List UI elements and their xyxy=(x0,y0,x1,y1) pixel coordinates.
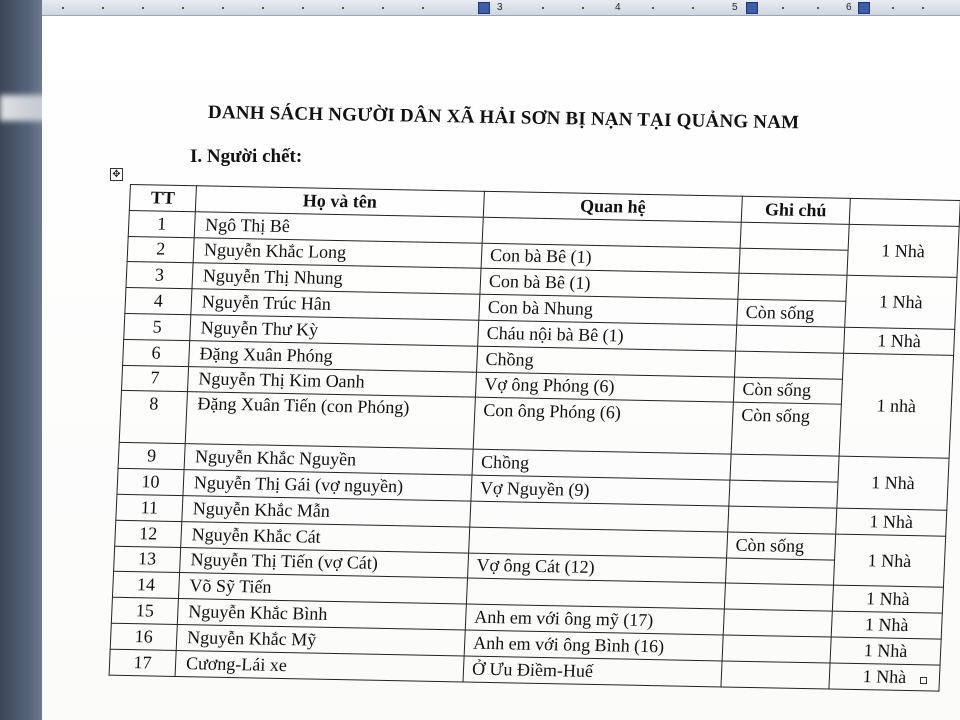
cell-tt: 6 xyxy=(123,339,190,366)
table-resize-handle[interactable] xyxy=(920,677,927,684)
cell-tt: 8 xyxy=(119,391,187,444)
cell-relation: Anh em với ông Bình (16) xyxy=(464,630,723,661)
ruler-column-marker[interactable] xyxy=(858,2,870,14)
cell-note: Còn sống xyxy=(733,377,842,405)
cell-name: Nguyễn Khắc Long xyxy=(193,237,482,268)
cell-note xyxy=(722,635,831,663)
cell-name: Cương-Lái xe xyxy=(175,650,464,681)
cell-name: Nguyễn Khắc Nguyền xyxy=(184,444,473,475)
cell-note: Còn sống xyxy=(731,402,841,456)
cell-tt: 7 xyxy=(121,365,188,392)
cell-household: 1 Nhà xyxy=(836,508,947,536)
cell-note xyxy=(734,351,843,379)
cell-note xyxy=(739,248,848,276)
cell-relation: Chồng xyxy=(477,346,736,377)
cell-name: Nguyễn Thư Kỳ xyxy=(190,315,479,346)
ruler-column-marker[interactable] xyxy=(478,2,490,14)
cell-name: Võ Sỹ Tiến xyxy=(178,573,467,604)
cell-name: Nguyễn Thị Tiến (vợ Cát) xyxy=(180,547,469,578)
cell-tt: 17 xyxy=(109,649,176,676)
cell-note xyxy=(729,480,838,508)
cell-name: Ngô Thị Bê xyxy=(194,212,483,243)
cell-note xyxy=(728,506,837,534)
cell-tt: 16 xyxy=(110,623,177,650)
cell-note xyxy=(724,583,833,611)
cell-household: 1 Nhà xyxy=(844,327,955,355)
cell-note xyxy=(725,558,834,586)
cell-note xyxy=(730,454,839,482)
cell-tt: 9 xyxy=(118,443,185,470)
cell-tt: 14 xyxy=(112,572,179,599)
cell-name: Nguyễn Khắc Mỹ xyxy=(176,624,465,655)
cell-tt: 5 xyxy=(124,313,191,340)
ruler-tick: 4 xyxy=(615,2,621,13)
cell-tt: 4 xyxy=(125,288,192,315)
cell-note xyxy=(738,274,847,302)
cell-tt: 13 xyxy=(114,546,181,573)
cell-name: Nguyễn Khắc Bình xyxy=(177,599,466,630)
section-heading: I. Người chết: xyxy=(190,146,303,167)
cell-relation: Vợ ông Cát (12) xyxy=(468,553,727,584)
cell-name: Đặng Xuân Phóng xyxy=(189,340,478,371)
horizontal-ruler[interactable] xyxy=(42,0,960,16)
cell-household: 1 Nhà xyxy=(831,611,942,639)
cell-household: 1 Nhà xyxy=(830,637,941,665)
cell-tt: 11 xyxy=(116,494,183,521)
header-note: Ghi chú xyxy=(741,196,850,224)
cell-note xyxy=(740,222,849,250)
victims-table[interactable] xyxy=(109,184,960,691)
cell-household: 1 nhà xyxy=(839,353,953,459)
ruler-tick: 6 xyxy=(846,2,852,13)
cell-name: Nguyễn Thị Gái (vợ nguyền) xyxy=(183,470,472,501)
ruler-column-marker[interactable] xyxy=(746,2,758,14)
cell-note: Còn sống xyxy=(737,299,846,327)
cell-tt: 15 xyxy=(111,597,178,624)
cell-relation: Anh em với ông mỹ (17) xyxy=(465,604,724,635)
cell-relation: Con bà Bê (1) xyxy=(480,269,739,300)
cell-name: Nguyễn Khắc Mẫn xyxy=(182,496,471,527)
cell-household: 1 Nhà xyxy=(847,224,959,278)
cell-note xyxy=(721,661,830,689)
cell-note xyxy=(736,325,845,353)
cell-relation: Con bà Bê (1) xyxy=(481,243,740,274)
cell-note xyxy=(723,609,832,637)
cell-relation: Cháu nội bà Bê (1) xyxy=(478,320,737,351)
cell-household: 1 Nhà xyxy=(832,585,943,613)
cell-note: Còn sống xyxy=(727,532,836,560)
cell-relation: Ở Ưu Điềm-Huế xyxy=(463,656,722,687)
header-household xyxy=(849,198,960,226)
header-name: Họ và tên xyxy=(195,186,484,217)
header-relation: Quan hệ xyxy=(483,191,742,222)
cell-relation: Vợ Nguyền (9) xyxy=(471,475,730,506)
cell-relation: Chồng xyxy=(472,450,731,481)
cell-tt: 12 xyxy=(115,520,182,547)
ruler-tick: 5 xyxy=(732,2,738,13)
cell-name: Nguyễn Trúc Hân xyxy=(191,289,480,320)
document-title: DANH SÁCH NGƯỜI DÂN XÃ HẢI SƠN BỊ NẠN TẠI QUẢNG NAM xyxy=(207,102,800,134)
cell-relation: Con bà Nhung xyxy=(479,294,738,325)
cell-tt: 3 xyxy=(126,262,193,289)
ruler-tick: 3 xyxy=(497,2,503,13)
cell-household: 1 Nhà xyxy=(833,534,945,588)
cell-household: 1 Nhà xyxy=(829,663,940,691)
cell-tt: 10 xyxy=(117,468,184,495)
cell-relation: Con ông Phóng (6) xyxy=(473,398,733,455)
cell-tt: 1 xyxy=(128,210,195,237)
document-page[interactable] xyxy=(42,16,960,720)
table-move-icon[interactable]: ✥ xyxy=(110,168,123,181)
cell-name: Đặng Xuân Tiến (con Phóng) xyxy=(185,392,475,449)
cell-household: 1 Nhà xyxy=(837,457,949,511)
header-tt: TT xyxy=(129,185,196,212)
cell-tt: 2 xyxy=(127,236,194,263)
cell-name: Nguyễn Thị Kim Oanh xyxy=(187,366,476,397)
cell-name: Nguyễn Khắc Cát xyxy=(181,521,470,552)
cell-relation: Vợ ông Phóng (6) xyxy=(475,372,734,403)
cell-household: 1 Nhà xyxy=(845,276,957,330)
cell-name: Nguyễn Thị Nhung xyxy=(192,263,481,294)
